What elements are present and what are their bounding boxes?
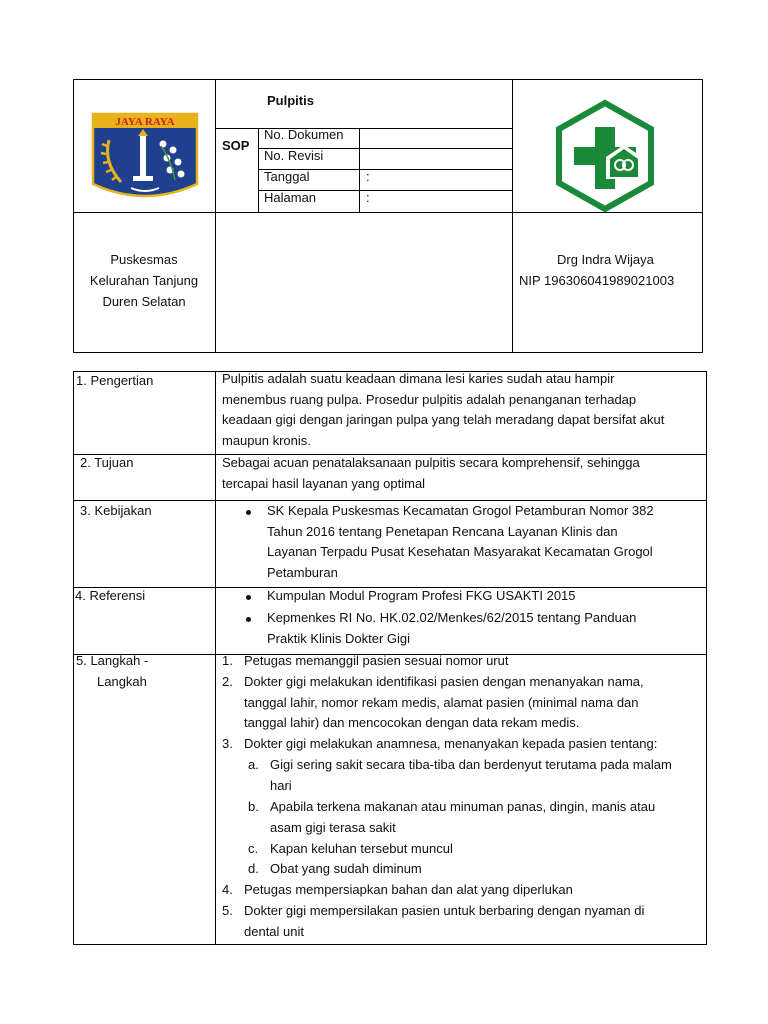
field-label-no-dokumen: No. Dokumen (264, 127, 344, 142)
label-kebijakan: 3. Kebijakan (80, 503, 152, 518)
step-1-text: Petugas memanggil pasien sesuai nomor urut (244, 653, 509, 668)
step-4-num: 4. (222, 882, 233, 897)
pengertian-line-3: keadaan gigi dengan jaringan pulpa yang telah meradang dapat bersifat akut (222, 412, 665, 428)
referensi-item-2-line-2: Praktik Klinis Dokter Gigi (267, 630, 411, 646)
step-5-line-1: Dokter gigi mempersilakan pasien untuk berbaring dengan nyaman di (244, 903, 645, 918)
field-label-tanggal: Tanggal (264, 169, 310, 184)
institution-line-3: Duren Selatan (102, 294, 186, 309)
referensi-item-1: Kumpulan Modul Program Profesi FKG USAKTI 2015 (267, 588, 576, 603)
pengertian-line-1: Pulpitis adalah suatu keadaan dimana lesi karies sudah atau hampir (222, 371, 615, 386)
step-5-num: 5. (222, 903, 233, 918)
puskesmas-cross-icon (548, 99, 662, 213)
kebijakan-line-1: SK Kepala Puskesmas Kecamatan Grogol Petamburan Nomor 382 (267, 503, 654, 518)
label-referensi: 4. Referensi (75, 588, 146, 603)
field-label-halaman: Halaman (264, 190, 317, 205)
sop-label: SOP (222, 138, 250, 153)
step-3a-line-1: Gigi sering sakit secara tiba-tiba dan berdenyut terutama pada malam (270, 757, 672, 772)
step-3b-line-2: asam gigi terasa sakit (270, 819, 396, 835)
step-3d-num: d. (248, 861, 259, 876)
content-pengertian (222, 369, 696, 452)
label-langkah-1: 5. Langkah - (76, 653, 149, 668)
kebijakan-line-4: Petamburan (267, 565, 338, 581)
kebijakan-line-3: Layanan Terpadu Pusat Kesehatan Masyarakat Kecamatan Grogol (267, 544, 653, 560)
header-divider-left (215, 79, 216, 352)
step-3b-text (270, 797, 700, 838)
referensi-bullet-2-icon (246, 617, 251, 622)
tujuan-line-1: Sebagai acuan penatalaksanaan pulpitis secara komprehensif, sehingga (222, 455, 640, 470)
step-3-num: 3. (222, 736, 233, 751)
field-label-no-revisi: No. Revisi (264, 148, 324, 163)
step-5-line-2: dental unit (244, 923, 304, 939)
step-3d-text: Obat yang sudah diminum (270, 861, 422, 876)
jaya-raya-logo (91, 110, 199, 206)
pengertian-line-4: maupun kronis. (222, 433, 311, 449)
institution-line-1: Puskesmas (110, 252, 178, 267)
step-3c-num: c. (248, 841, 259, 856)
content-kebijakan (267, 501, 697, 584)
field-divider (359, 128, 360, 212)
content-tujuan (222, 453, 700, 494)
step-3b-num: b. (248, 799, 259, 814)
step-3a-num: a. (248, 757, 259, 772)
field-value-halaman: : (366, 190, 370, 205)
step-3a-line-2: hari (270, 777, 292, 793)
institution-line-2: Kelurahan Tanjung (89, 273, 199, 288)
step-2-line-1: Dokter gigi melakukan identifikasi pasien dengan menanyakan nama, (244, 674, 644, 689)
label-pengertian: 1. Pengertian (76, 373, 154, 388)
step-1-num: 1. (222, 653, 233, 668)
puskesmas-logo (548, 99, 662, 213)
step-3a-text (270, 755, 700, 796)
body-column-divider (215, 371, 216, 944)
jaya-raya-emblem-icon (91, 110, 199, 206)
signer-name: Drg Indra Wijaya (557, 252, 654, 267)
label-langkah-2: Langkah (97, 674, 147, 689)
step-2-num: 2. (222, 674, 233, 689)
referensi-item-2-line-1: Kepmenkes RI No. HK.02.02/Menkes/62/2015 tentang Panduan (267, 610, 637, 625)
kebijakan-bullet-icon (246, 510, 251, 515)
step-2-line-3: tanggal lahir) dan mencocokan dengan data rekam medis. (244, 715, 580, 731)
referensi-bullet-1-icon (246, 595, 251, 600)
logo-text: JAYA RAYA (115, 116, 175, 128)
step-3-text: Dokter gigi melakukan anamnesa, menanyakan kepada pasien tentang: (244, 736, 658, 751)
step-5-text (244, 901, 697, 942)
field-value-tanggal: : (366, 169, 370, 184)
label-tujuan: 2. Tujuan (80, 455, 134, 470)
kebijakan-line-2: Tahun 2016 tentang Penetapan Rencana Layanan Klinis dan (267, 523, 618, 539)
referensi-item-2 (267, 608, 697, 649)
tujuan-line-2: tercapai hasil layanan yang optimal (222, 475, 426, 491)
signer-nip: NIP 196306041989021003 (519, 273, 675, 288)
step-3c-text: Kapan keluhan tersebut muncul (270, 841, 453, 856)
pengertian-line-2: menembus ruang pulpa. Prosedur pulpitis adalah penanganan terhadap (222, 391, 637, 407)
step-4-text: Petugas mempersiapkan bahan dan alat yang diperlukan (244, 882, 573, 897)
page-title: Pulpitis (267, 93, 314, 108)
step-3b-line-1: Apabila terkena makanan atau minuman panas, dingin, manis atau (270, 799, 656, 814)
sop-divider (258, 128, 259, 212)
step-2-text (244, 672, 697, 734)
step-2-line-2: tanggal lahir, nomor rekam medis, alamat pasien (minimal nama dan (244, 694, 639, 710)
header-divider-right (512, 79, 513, 352)
title-divider (215, 128, 512, 129)
